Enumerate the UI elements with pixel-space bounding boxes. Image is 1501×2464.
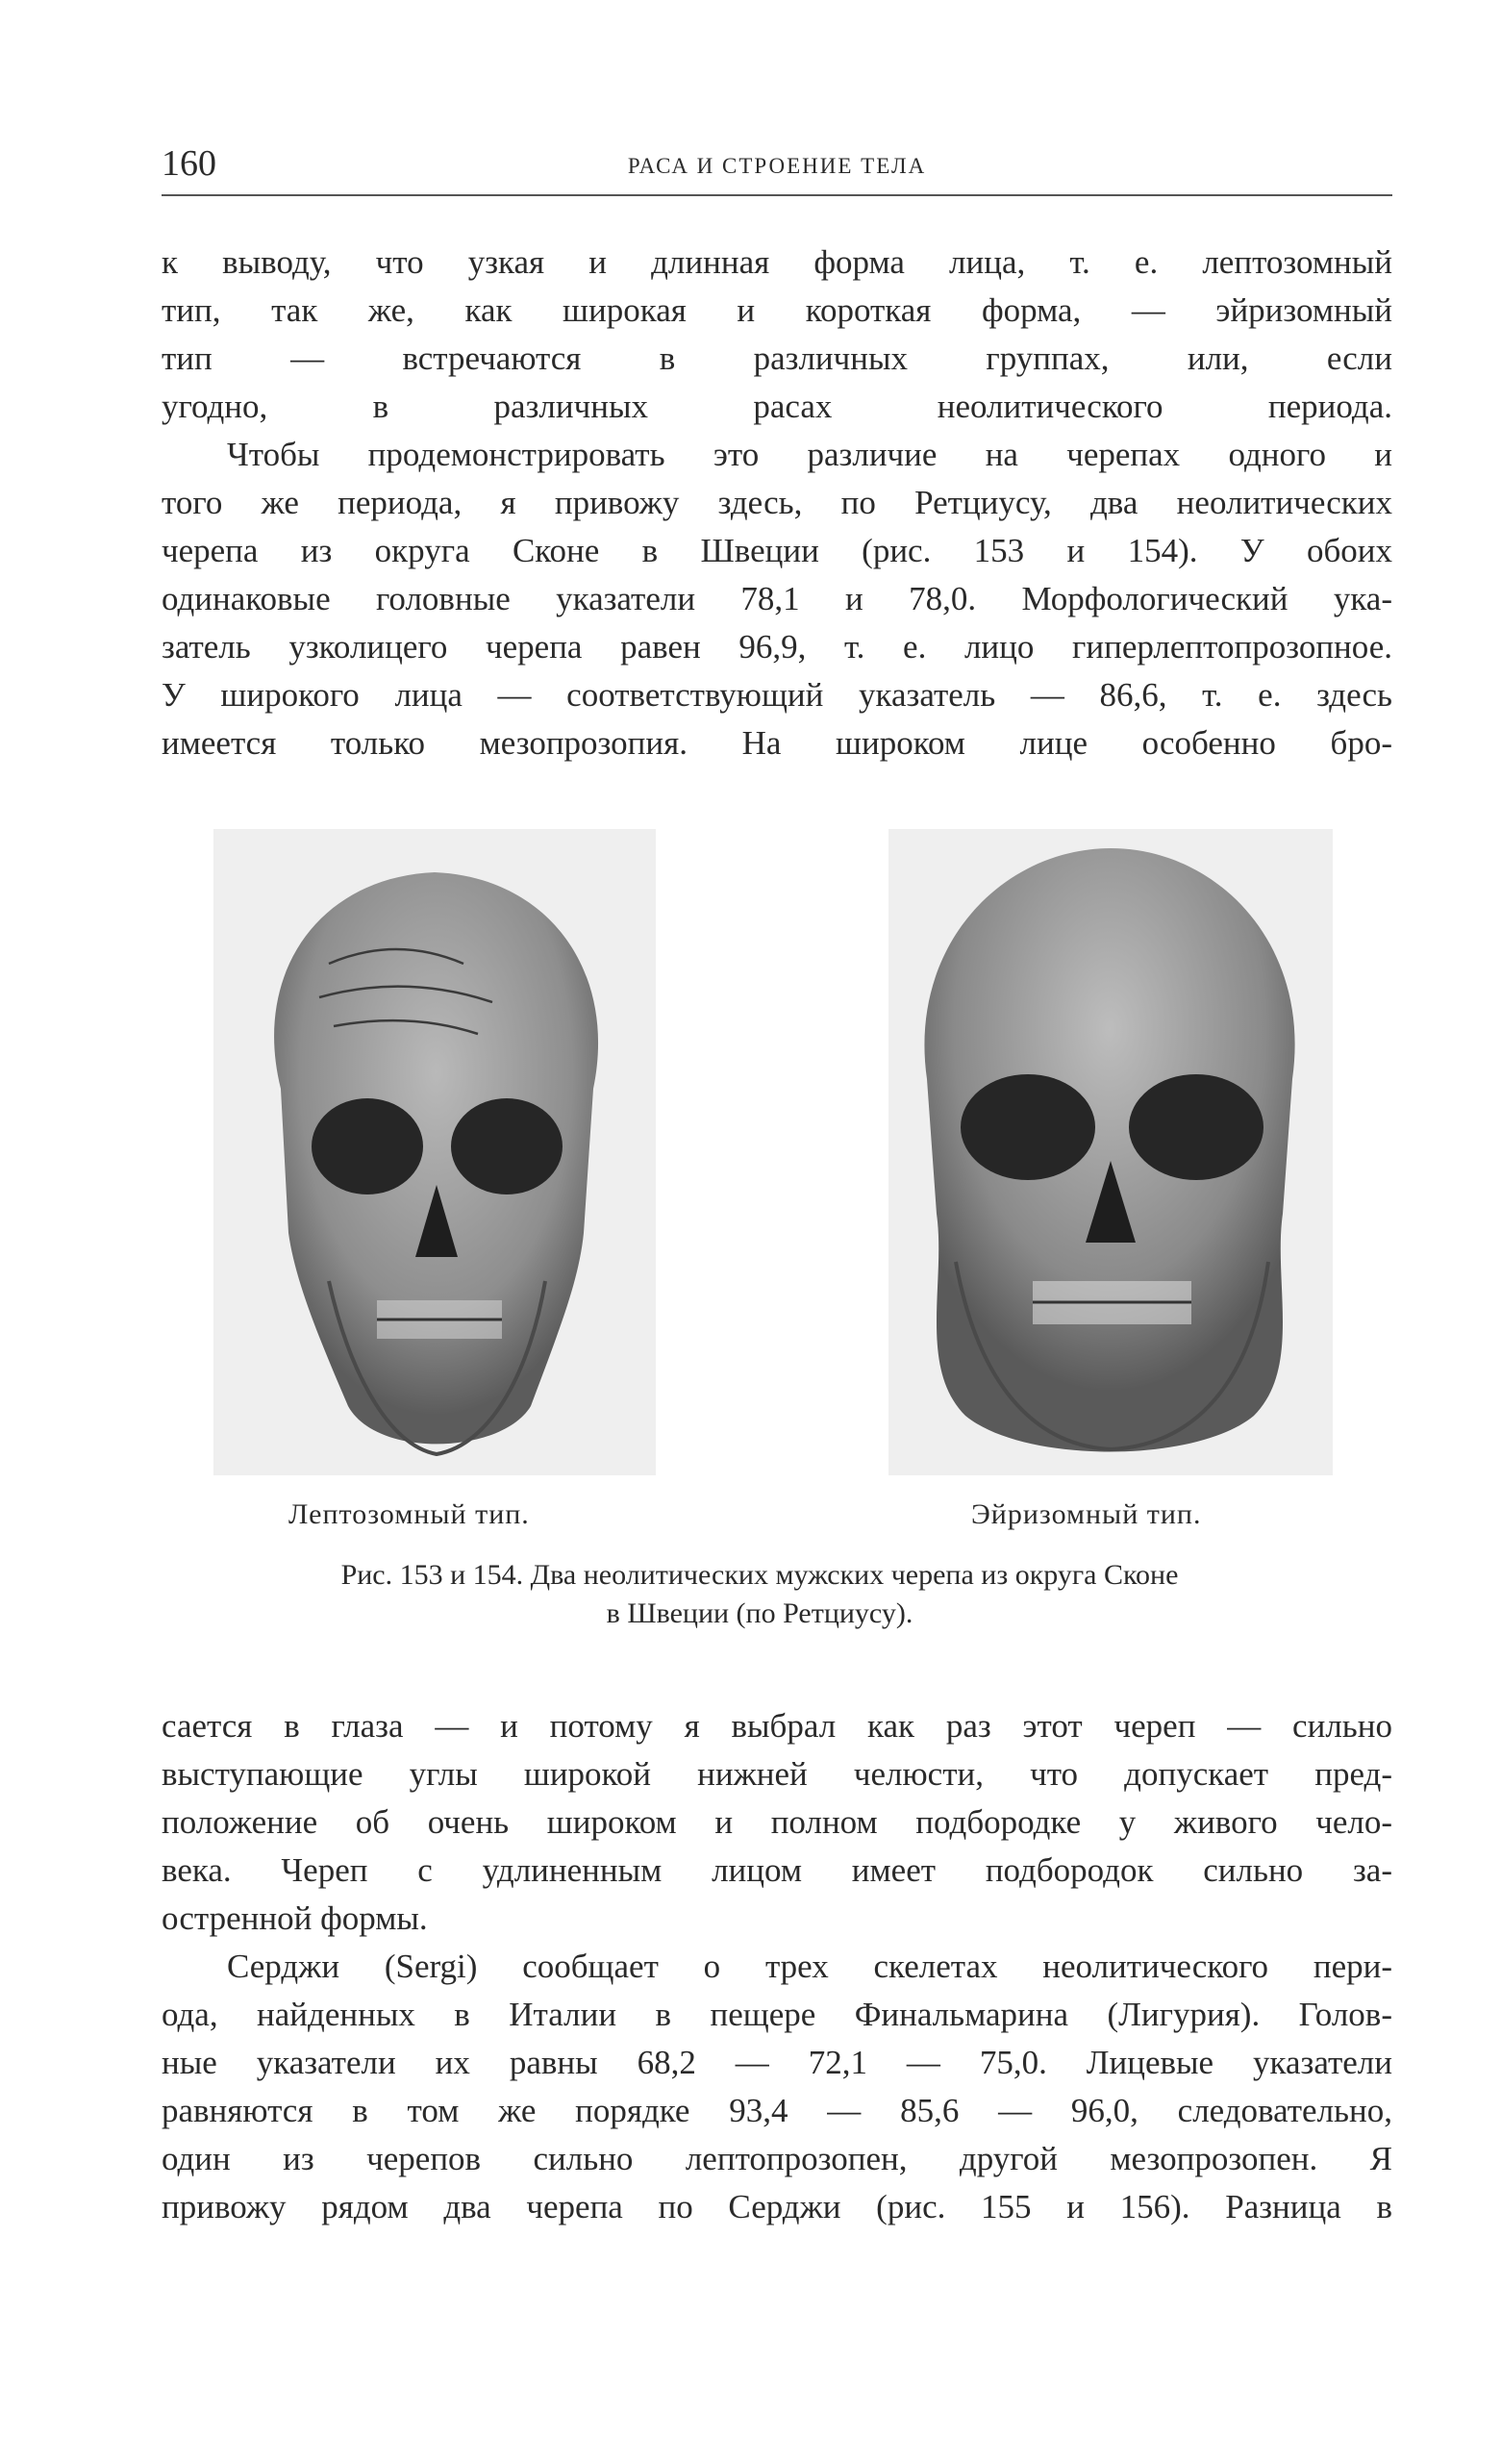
text-line: одинаковые головные указатели 78,1 и 78,0. Морфологический ука- [162,580,1392,617]
paragraph [162,1943,1392,2231]
skull-photo-eurysomic [888,829,1333,1475]
page-number: 160 [162,143,216,184]
text-line: Серджи (Sergi) сообщает о трех скелетах неолитического пери- [227,1948,1392,1985]
caption-line: в Швеции (по Ретциусу). [606,1597,913,1629]
text-line: выступающие углы широкой нижней челюсти, что допускает пред- [162,1755,1392,1793]
text-line: остренной формы. [162,1899,428,1937]
text-line: затель узколицего черепа равен 96,9, т. е. лицо гиперлептопрозопное. [162,628,1392,666]
paragraph [162,239,1392,431]
page-header [162,142,1392,196]
text-line: один из черепов сильно лептопрозопен, другой мезопрозопен. Я [162,2140,1392,2177]
text-line: к выводу, что узкая и длинная форма лица, т. е. лептозомный [162,243,1392,281]
paragraph [162,1702,1392,1943]
text-line: угодно, в различных расах неолитического периода. [162,388,1392,425]
text-line: тип — встречаются в различных группах, или, если [162,339,1392,377]
figure-label-right: Эйризомный тип. [971,1498,1202,1530]
text-block-bottom [162,1702,1392,2231]
skull-image-left [213,829,656,1475]
text-line: привожу рядом два черепа по Серджи (рис. 155 и 156). Разница в [162,2188,1392,2225]
text-line: равняются в том же порядке 93,4 — 85,6 — 96,0, следовательно, [162,2092,1392,2129]
text-line: того же периода, я привожу здесь, по Ретциусу, два неолитических [162,484,1392,521]
figure-caption [192,1556,1327,1633]
text-line: черепа из округа Сконе в Швеции (рис. 153 и 154). У обоих [162,532,1392,569]
text-line: ода, найденных в Италии в пещере Финальмарина (Лигурия). Голов- [162,1996,1392,2033]
text-line: сается в глаза — и потому я выбрал как раз этот череп — сильно [162,1707,1392,1745]
text-line: положение об очень широком и полном подбородке у живого чело- [162,1803,1392,1841]
text-line: имеется только мезопрозопия. На широком лице особенно бро- [162,724,1392,762]
figure-label-left: Лептозомный тип. [288,1498,530,1530]
text-line: века. Череп с удлиненным лицом имеет подбородок сильно за- [162,1851,1392,1889]
text-line: Чтобы продемонстрировать это различие на черепах одного и [227,436,1392,473]
text-line: У широкого лица — соответствующий указатель — 86,6, т. е. здесь [162,676,1392,714]
running-head: РАСА И СТРОЕНИЕ ТЕЛА [627,154,927,178]
text-line: ные указатели их равны 68,2 — 72,1 — 75,0. Лицевые указатели [162,2044,1392,2081]
skull-photo-leptosomic [213,829,656,1475]
caption-line: Рис. 153 и 154. Два неолитических мужских черепа из округа Сконе [340,1559,1179,1591]
paragraph [162,431,1392,767]
text-block-top [162,239,1392,767]
text-line: тип, так же, как широкая и короткая форма, — эйризомный [162,291,1392,329]
skull-image-right [888,829,1333,1475]
